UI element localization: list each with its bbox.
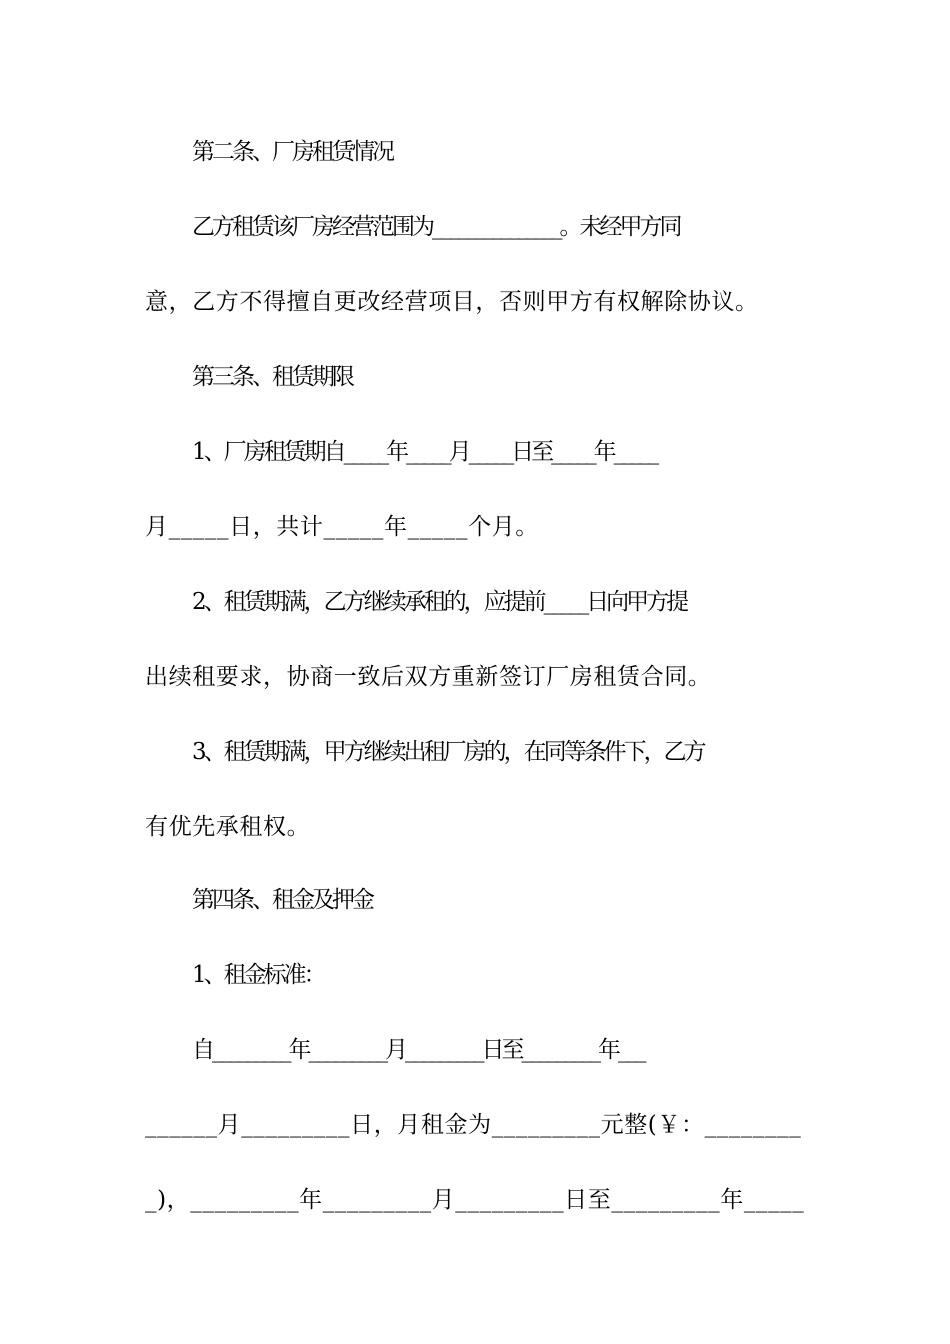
clause-3-1-line-1: 1、厂房租赁期自_____年_____月_____日至_____年_____ [192,439,657,465]
clause-3-3-line-2: 有优先承租权。 [145,814,311,840]
article-2-heading: 第二条、厂房租赁情况 [192,139,392,165]
clause-3-3-line-1: 3、租赁期满，甲方继续出租厂房的，在同等条件下，乙方 [192,739,704,765]
clause-4-1-heading: 1、租金标准： [192,962,324,988]
rent-standard-line-2: ______月_________日，月租金为_________元整(￥：________ [145,1112,802,1138]
article-2-paragraph-line-1: 乙方租赁该厂房经营范围为_______________。未经甲方同 [192,214,680,240]
clause-3-1-line-2: 月_____日，共计_____年_____个月。 [145,514,539,540]
article-2-paragraph-line-2: 意，乙方不得擅自更改经营项目，否则甲方有权解除协议。 [145,289,759,315]
article-3-heading: 第三条、租赁期限 [192,364,352,390]
clause-3-2-line-1: 2、租赁期满，乙方继续承租的，应提前_____日向甲方提 [192,589,687,615]
rent-standard-line-1: 自_________年_________月_________日至_________年___ [192,1037,644,1063]
article-4-heading: 第四条、租金及押金 [192,887,372,913]
clause-3-2-line-2: 出续租要求，协商一致后双方重新签订厂房租赁合同。 [145,664,712,690]
rent-standard-line-3: _)，_________年_________月_________日至_________年_____ [145,1187,805,1213]
